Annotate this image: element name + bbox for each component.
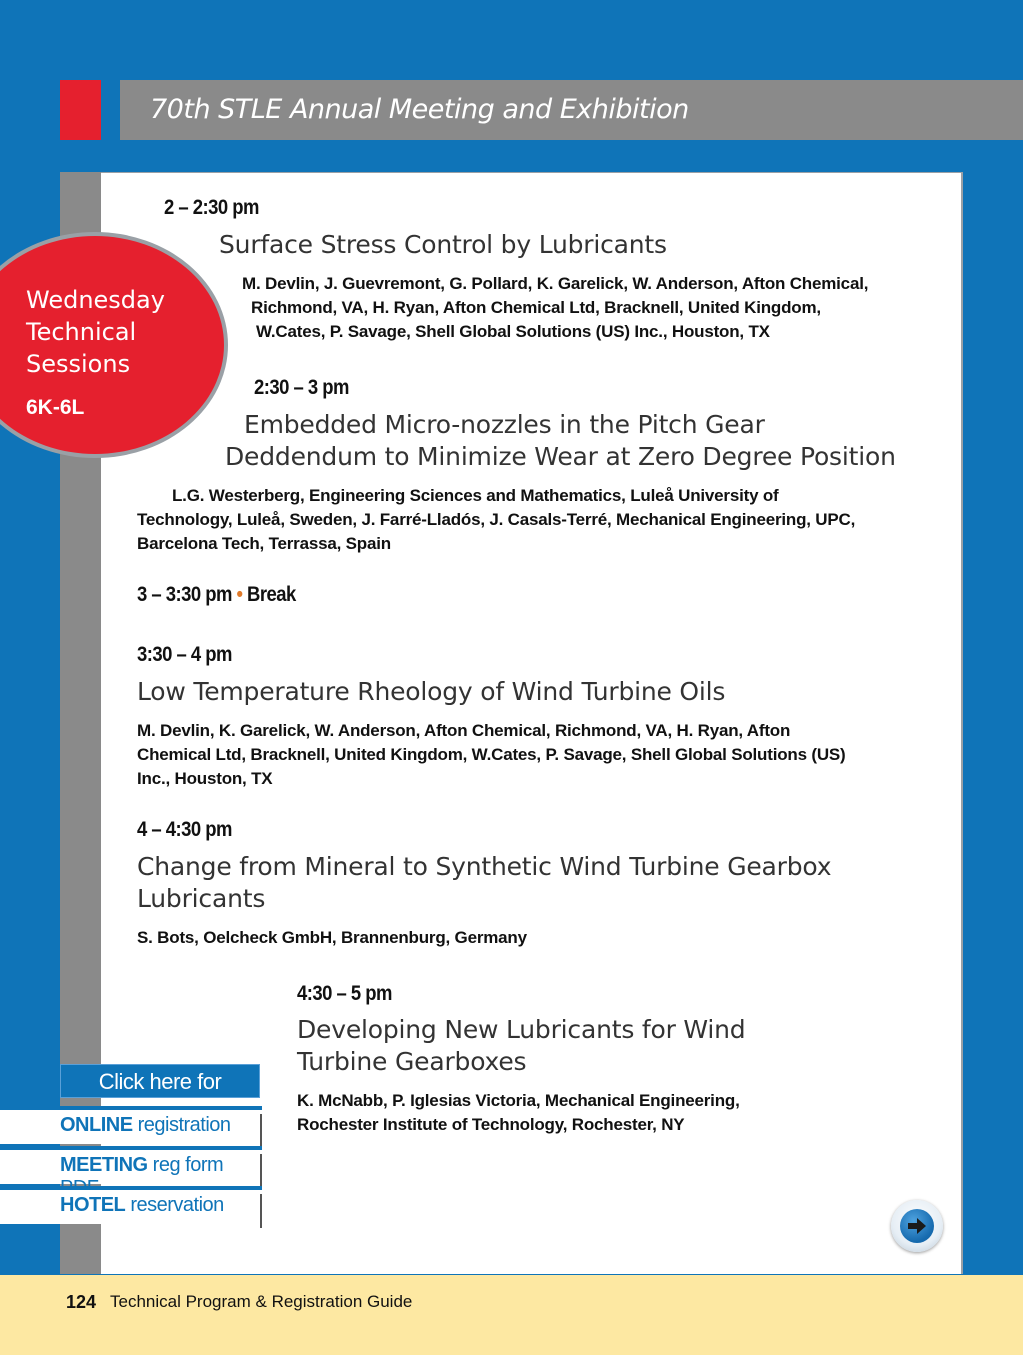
session-authors: Inc., Houston, TX xyxy=(137,769,273,788)
session-authors: L.G. Westerberg, Engineering Sciences and Mathematics, Luleå University of xyxy=(172,486,779,505)
online-registration-link[interactable] xyxy=(0,1106,262,1144)
session-title: Low Temperature Rheology of Wind Turbine Oils xyxy=(137,677,726,706)
meeting-reg-form-link[interactable] xyxy=(0,1146,262,1184)
session-authors: M. Devlin, J. Guevremont, G. Pollard, K. Garelick, W. Anderson, Afton Chemical, xyxy=(242,274,869,293)
session-time: 2 – 2:30 pm xyxy=(164,196,259,219)
session-time: 2:30 – 3 pm xyxy=(254,376,349,399)
session-title: Deddendum to Minimize Wear at Zero Degree Position xyxy=(225,442,896,471)
session-title: Surface Stress Control by Lubricants xyxy=(219,230,667,259)
break-time: 3 – 3:30 pm xyxy=(137,583,232,606)
arrow-right-icon xyxy=(900,1209,934,1243)
bullet-icon: • xyxy=(236,583,243,606)
online-registration-label: ONLINE registration xyxy=(60,1114,231,1136)
session-authors: S. Bots, Oelcheck GmbH, Brannenburg, Germany xyxy=(137,928,527,947)
session-time: 3:30 – 4 pm xyxy=(137,643,232,666)
break-row xyxy=(137,583,296,607)
session-title: Embedded Micro-nozzles in the Pitch Gear xyxy=(244,410,765,439)
session-title: Change from Mineral to Synthetic Wind Turbine Gearbox xyxy=(137,852,832,881)
session-authors: Barcelona Tech, Terrassa, Spain xyxy=(137,534,391,553)
next-page-button[interactable] xyxy=(891,1200,943,1252)
badge-sessions: Sessions xyxy=(26,350,131,378)
session-time: 4 – 4:30 pm xyxy=(137,818,232,841)
session-title: Turbine Gearboxes xyxy=(297,1047,527,1076)
session-title: Lubricants xyxy=(137,884,266,913)
session-authors: Richmond, VA, H. Ryan, Afton Chemical Ltd, Bracknell, United Kingdom, xyxy=(251,298,821,317)
break-label: Break xyxy=(247,583,296,606)
page-number: 124 xyxy=(66,1292,97,1312)
page-footer xyxy=(0,1275,1023,1355)
session-time: 4:30 – 5 pm xyxy=(297,982,392,1005)
session-authors: M. Devlin, K. Garelick, W. Anderson, Afton Chemical, Richmond, VA, H. Ryan, Afton xyxy=(137,721,791,740)
badge-code: 6K-6L xyxy=(26,396,85,419)
header-accent-block xyxy=(60,80,101,140)
click-here-heading: Click here for xyxy=(60,1064,260,1098)
session-authors: K. McNabb, P. Iglesias Victoria, Mechanical Engineering, xyxy=(297,1091,740,1110)
session-title: Developing New Lubricants for Wind xyxy=(297,1015,746,1044)
session-authors: Technology, Luleå, Sweden, J. Farré-Lladós, J. Casals-Terré, Mechanical Engineering, UPC, xyxy=(137,510,856,529)
meeting-reg-form-label: MEETING reg form xyxy=(60,1154,224,1176)
session-authors: Rochester Institute of Technology, Rochester, NY xyxy=(297,1115,685,1134)
hotel-reservation-link[interactable] xyxy=(0,1186,262,1224)
session-authors: W.Cates, P. Savage, Shell Global Solutions (US) Inc., Houston, TX xyxy=(256,322,770,341)
badge-technical: Technical xyxy=(26,318,137,346)
page-title: 70th STLE Annual Meeting and Exhibition xyxy=(120,80,1023,140)
guide-title: Technical Program & Registration Guide xyxy=(110,1292,413,1311)
badge-day: Wednesday xyxy=(26,286,165,314)
session-authors: Chemical Ltd, Bracknell, United Kingdom, W.Cates, P. Savage, Shell Global Solutions (US) xyxy=(137,745,846,764)
hotel-reservation-label: HOTEL reservation xyxy=(60,1194,224,1216)
